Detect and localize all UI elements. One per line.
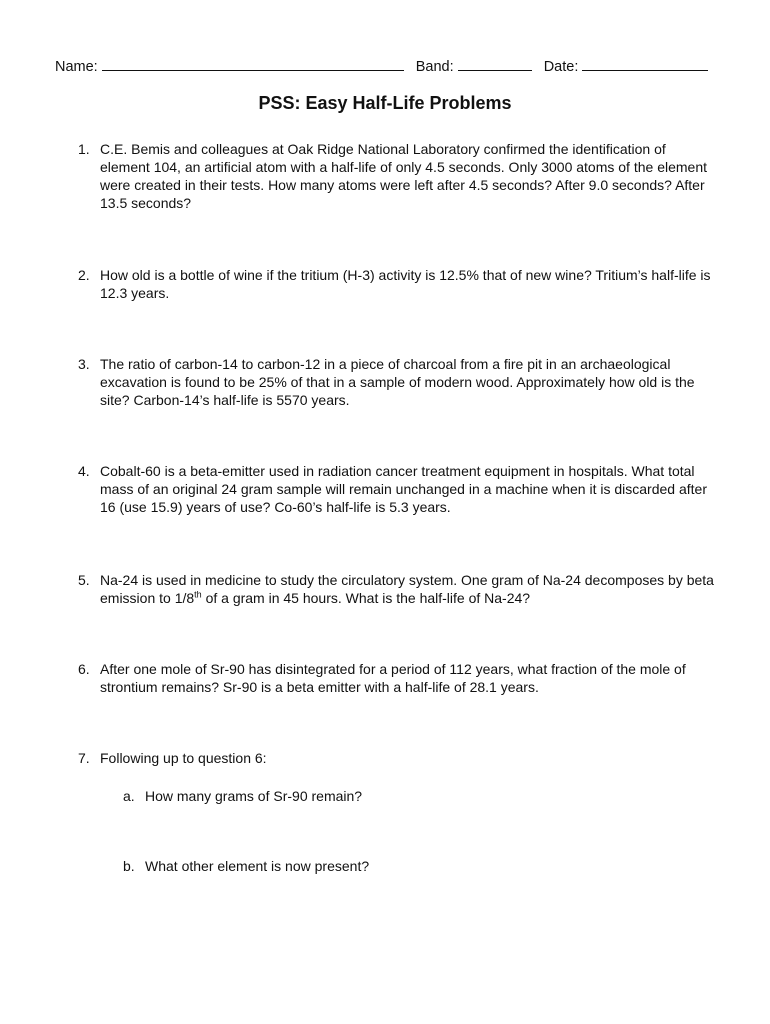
page-title: PSS: Easy Half-Life Problems <box>258 93 512 113</box>
question-7b <box>123 857 683 875</box>
question-7 <box>78 749 718 767</box>
question-text: The ratio of carbon-14 to carbon-12 in a piece of charcoal from a fire pit in an archaeological excavation is found to be 25% of that in a sample of modern wood. Approximately how old is the site? Carbon-14’s half-life is 5570 years. <box>100 356 695 408</box>
question-3 <box>78 355 718 409</box>
part-text: How many grams of Sr-90 remain? <box>145 788 363 804</box>
question-text-part: of a gram in 45 hours. What is the half-life of Na-24? <box>201 590 531 606</box>
question-number: 3. <box>78 356 90 372</box>
ordinal-superscript: th <box>194 589 202 600</box>
question-number: 7. <box>78 750 90 766</box>
question-number: 2. <box>78 267 90 283</box>
part-letter: b. <box>123 858 135 874</box>
question-text: Cobalt-60 is a beta-emitter used in radiation cancer treatment equipment in hospitals. What total mass of an original 24 gram sample will remain unchanged in a machine when it is discarded after 16 (use 15.9) years of use? Co-60’s half-life is 5.3 years. <box>100 463 707 515</box>
question-5 <box>78 571 718 607</box>
band-label: Band: <box>415 59 454 75</box>
question-2 <box>78 266 718 302</box>
question-text: How old is a bottle of wine if the tritium (H-3) activity is 12.5% that of new wine? Tritium’s half-life is 12.3 years. <box>100 267 711 301</box>
question-number: 1. <box>78 141 90 157</box>
question-number: 6. <box>78 661 90 677</box>
date-label: Date: <box>543 59 579 75</box>
band-blank[interactable] <box>458 56 532 71</box>
name-label: Name: <box>55 59 98 75</box>
question-text <box>100 571 718 607</box>
part-text: What other element is now present? <box>145 858 370 874</box>
question-number: 4. <box>78 463 90 479</box>
question-text: C.E. Bemis and colleagues at Oak Ridge National Laboratory confirmed the identification of element 104, an artificial atom with a half-life of only 4.5 seconds. Only 3000 atoms of the element were created in their tests. How many atoms were left after 4.5 seconds? After 9.0 seconds? After 13.5 seconds? <box>100 141 707 211</box>
student-info-header <box>55 56 715 76</box>
part-letter: a. <box>123 788 135 804</box>
question-7a <box>123 787 683 805</box>
question-4 <box>78 462 718 516</box>
question-text-part: Na-24 is used in medicine to study the circulatory system. One gram of Na-24 decomposes by beta emission to 1/8 <box>100 572 714 606</box>
question-text: Following up to question 6: <box>100 750 267 766</box>
question-6 <box>78 660 718 696</box>
name-blank[interactable] <box>102 56 404 71</box>
date-blank[interactable] <box>582 56 708 71</box>
question-text: After one mole of Sr-90 has disintegrated for a period of 112 years, what fraction of the mole of strontium remains? Sr-90 is a beta emitter with a half-life of 28.1 years. <box>100 661 686 695</box>
question-number: 5. <box>78 572 90 588</box>
question-1 <box>78 140 718 212</box>
